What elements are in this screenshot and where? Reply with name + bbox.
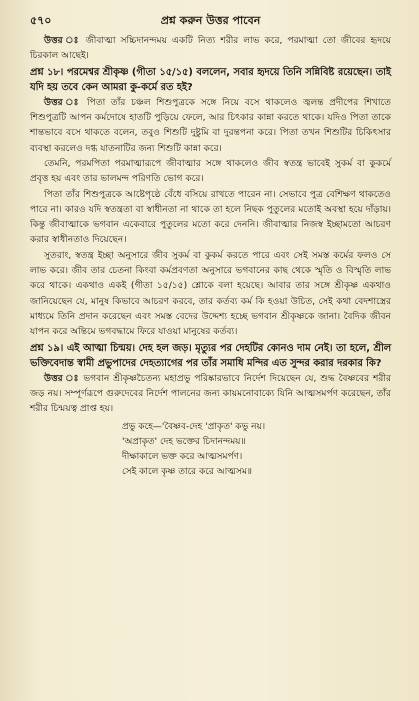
page-number: ৫৭০ [30,14,52,27]
answer-label: উত্তর ঃ [44,97,82,108]
verse-line: প্রভু কহে—'বৈষ্ণব-দেহ 'প্রাকৃত' কভু নয়। [122,421,266,432]
question-text: এই আত্মা চিন্ময়। দেহ হল জড়। মৃত্যুর পর দেহটির কোনও দাম নেই। তা হলে, শ্রীল ভক্তিবেদান্ত স্বামী প্রভুপাদের দেহত্যাগের পর তাঁর সমাধি মন্দির এত সুন্দর করার দরকার কি? [30,342,391,370]
answer-text: ভগবান শ্রীকৃষ্ণচৈতন্য মহাপ্রভু পরিষ্কারভাবে নির্দেশ দিয়েছেন যে, শুদ্ধ বৈষ্ণবের শরীর জড় নয়। সম্পূর্ণরূপে গুরুদেবের নির্দেশ পালনের জন্য কায়মনোবাক্যে যিনি আত্মসমর্পণ করেছেন, তাঁর শরীর চিন্ময়ত্ব প্রাপ্ত হয়। [30,373,391,415]
answer-label: উত্তর ঃ [44,36,81,46]
body-paragraph: পিতা তাঁর শিশুপুত্রকে আষ্টেপৃষ্ঠে বেঁধে বসিয়ে রাখতে পারেন না। সেভাবে পুত্র বেশিক্ষণ থাকতেও পারে না। কারও যদি স্বতন্ত্রতা বা স্বাধীনতা না থাকে তা হলে নিছক পুতুলের মতোই অবস্থা হয়ে দাঁড়ায়। কিন্তু জীবাত্মাকে ভগবান একেবারে পুতুলের মতো করে দেননি। জীবাত্মার নিজস্ব ইচ্ছামতো আচরণ করার স্বাধীনতাও দিয়েছেন। [30,189,391,246]
verse-line: দীক্ষাকালে ভক্ত করে আত্মসমর্পণ। [122,451,243,462]
question-text: পরমেশ্বর শ্রীকৃষ্ণ (গীতা ১৫/১৫) বললেন, সবার হৃদয়ে তিনি সন্নিবিষ্ট রয়েছেন। তাই যদি হয় তবে কেন আমরা কু-কর্মে রত হই? [30,66,392,94]
answer-text: পিতা তাঁর চঞ্চল শিশুপুত্রকে সঙ্গে নিয়ে বসে থাকলেও জ্বলন্ত প্রদীপের শিখাতে শিশুপুত্রটি আপন কর্মদোষে হাতটি পুড়িয়ে ফেলে, আর চিৎকার কান্না করতে থাকে। যদিও পিতা তাকে শান্তভাবে বসে থাকতে বলেন, তবুও শিশুটি দুষ্টুমি বা দুরন্তপনা করে। পিতা তখন শিশুটির চিকিৎসার ব্যবস্থা করলেও দগ্ধ যাতনাটির জন্য শিশুটি কান্না করে। [30,97,391,154]
question-label: প্রশ্ন ১৯। [30,342,64,354]
question-label: প্রশ্ন ১৮। [30,66,64,78]
verse-line: সেই কালে কৃষ্ণ তারে করে আত্মসম॥ [122,466,252,477]
answer-paragraph [30,96,391,157]
question-paragraph [30,65,391,96]
answer-paragraph [30,372,391,418]
page-header [30,10,391,34]
scripture-verse [30,420,391,480]
verse-line: 'অপ্রাকৃত' দেহ ভক্তের চিদানন্দময়॥ [122,436,246,447]
question-paragraph [30,341,391,372]
page-body [30,34,391,480]
running-title: প্রশ্ন করুন উত্তর পাবেন [160,14,261,27]
answer-label: উত্তর ঃ [44,373,80,384]
answer-text: জীবাত্মা সচ্চিদানন্দময় একটি নিত্য শরীর লাভ করে, পরমাত্মা তো জীবের হৃদয়ে চিরকাল আছেই। [30,36,391,62]
body-paragraph: সুতরাং, স্বতন্ত্র ইচ্ছা অনুসারে জীব সুকর্ম বা কুকর্ম করতে পারে এবং সেই সমস্ত কর্মের ফলও সে লাভ করে। জীব তার চেতনা কিংবা কর্মপ্রবণতা অনুসারে ভগবানের কাছ থেকে স্মৃতি ও বিস্মৃতি লাভ করে থাকে। একথাও একই (গীতা ১৫/১৫) শ্লোকে বলা হয়েছে। আবার তার সঙ্গে শ্রীকৃষ্ণ একথাও জানিয়েছেন যে, মানুষ কিভাবে আচরণ করবে, তার কর্তব্য কর্ম কি হওয়া উচিত, সেই কথা বেদশাস্ত্রের মাধ্যমে তিনি প্রদান করেছেন এবং সমস্ত বেদের উদ্দেশ্য হচ্ছে ভগবান শ্রীকৃষ্ণকে জানা। বৈদিক জীবন যাপন করে অন্তিমে ভগবদ্ধামে ফিরে যাওয়া মানুষের কর্তব্য। [30,250,391,338]
body-paragraph: তেমনি, পরমপিতা পরমাত্মারূপে জীবাত্মার সঙ্গে থাকলেও জীব স্বতন্ত্র ভাবেই সুকর্ম বা কুকর্মে প্রবৃত্ত হয় এবং তার ভালমন্দ পরিণতি ভোগ করে। [30,158,391,185]
answer-paragraph [30,34,391,65]
